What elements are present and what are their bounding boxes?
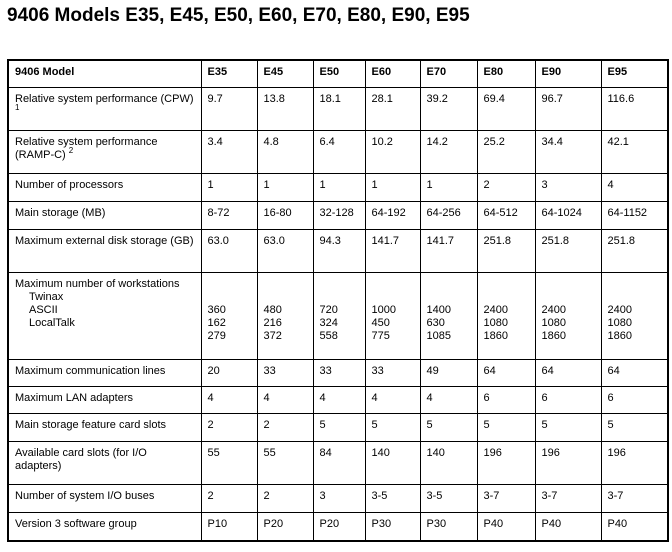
header-model-e60: E60 — [365, 60, 420, 88]
cell-value: 28.1 — [365, 88, 420, 131]
cell-value: 64 — [477, 360, 535, 387]
cell-value: 775 — [371, 330, 390, 342]
cell-value: 6 — [477, 387, 535, 414]
cell-value: 2 — [257, 414, 313, 442]
cell-value: 251.8 — [601, 230, 668, 273]
table-row — [8, 513, 668, 541]
cell-value: 116.6 — [601, 88, 668, 131]
cell-value: 3-7 — [535, 485, 601, 513]
cell-value: 33 — [313, 360, 365, 387]
cell-value: 4 — [420, 387, 477, 414]
header-model-label: 9406 Model — [8, 60, 201, 88]
table-row-workstations — [8, 273, 668, 360]
cell-value: 3-5 — [420, 485, 477, 513]
cell-value: 2 — [201, 485, 257, 513]
cell-value: 558 — [319, 330, 338, 342]
table-row — [8, 442, 668, 485]
header-row — [8, 60, 668, 88]
cell-value: 2 — [201, 414, 257, 442]
cell-value: 141.7 — [365, 230, 420, 273]
row-label — [8, 202, 201, 230]
cell-value: 55 — [257, 442, 313, 485]
header-model-e70: E70 — [420, 60, 477, 88]
cell-value: 196 — [601, 442, 668, 485]
cell-value: 480 — [263, 304, 282, 316]
cell-value: 1 — [201, 174, 257, 202]
header-model-e90: E90 — [535, 60, 601, 88]
cell-value: 140 — [365, 442, 420, 485]
cell-value: 84 — [313, 442, 365, 485]
cell-value: 4 — [365, 387, 420, 414]
cell-value: 64-1024 — [535, 202, 601, 230]
cell-value: 3-7 — [601, 485, 668, 513]
row-label — [8, 174, 201, 202]
row-label-text: Relative system performance (CPW) — [15, 93, 194, 105]
header-model-e95: E95 — [601, 60, 668, 88]
cell-value: 4 — [313, 387, 365, 414]
cell-value: 2400 — [607, 304, 632, 316]
cell-value: 6 — [601, 387, 668, 414]
cell-value: 94.3 — [313, 230, 365, 273]
cell-value: 630 — [426, 317, 445, 329]
row-label — [8, 131, 201, 174]
cell-value: 196 — [535, 442, 601, 485]
cell-value: 1 — [313, 174, 365, 202]
row-label — [8, 485, 201, 513]
cell-value: 42.1 — [601, 131, 668, 174]
cell-value: 49 — [420, 360, 477, 387]
cell-value: P10 — [201, 513, 257, 541]
cell-value: 8-72 — [201, 202, 257, 230]
cell-value: 55 — [201, 442, 257, 485]
row-label — [8, 513, 201, 541]
cell-value: 5 — [365, 414, 420, 442]
cell-value: 4.8 — [257, 131, 313, 174]
cell-value: 33 — [365, 360, 420, 387]
workstation-type-label: Twinax — [29, 291, 64, 303]
cell-value: 1080 — [607, 317, 632, 329]
cell-value-group — [477, 273, 535, 360]
cell-value: 1 — [257, 174, 313, 202]
cell-value: 720 — [319, 304, 338, 316]
cell-value: 450 — [371, 317, 390, 329]
cell-value: 64-256 — [420, 202, 477, 230]
cell-value: 5 — [313, 414, 365, 442]
table-row — [8, 485, 668, 513]
cell-value: 14.2 — [420, 131, 477, 174]
cell-value: 1860 — [483, 330, 508, 342]
cell-value: 4 — [601, 174, 668, 202]
cell-value-group — [365, 273, 420, 360]
cell-value: 372 — [263, 330, 282, 342]
row-label-text: Maximum communication lines — [15, 365, 166, 377]
row-label-text: Maximum number of workstations — [15, 278, 180, 290]
cell-value: P30 — [365, 513, 420, 541]
cell-value: 5 — [601, 414, 668, 442]
cell-value: 63.0 — [201, 230, 257, 273]
cell-value: 196 — [477, 442, 535, 485]
cell-value: 9.7 — [201, 88, 257, 131]
cell-value: 4 — [257, 387, 313, 414]
table-row — [8, 414, 668, 442]
row-label — [8, 273, 201, 360]
cell-value: 2 — [477, 174, 535, 202]
cell-value: 1860 — [541, 330, 566, 342]
row-label-text: Main storage (MB) — [15, 207, 106, 219]
row-label — [8, 230, 201, 273]
cell-value: 1080 — [483, 317, 508, 329]
model-spec-table — [7, 59, 669, 542]
cell-value-group — [257, 273, 313, 360]
row-label — [8, 360, 201, 387]
header-model-e80: E80 — [477, 60, 535, 88]
cell-value: 5 — [477, 414, 535, 442]
cell-value: 1400 — [426, 304, 451, 316]
cell-value: P40 — [601, 513, 668, 541]
cell-value-group — [313, 273, 365, 360]
cell-value: 3-5 — [365, 485, 420, 513]
cell-value: 5 — [535, 414, 601, 442]
cell-value: 360 — [207, 304, 226, 316]
cell-value: 3-7 — [477, 485, 535, 513]
cell-value: 216 — [263, 317, 282, 329]
cell-value: 64 — [535, 360, 601, 387]
cell-value: 3 — [535, 174, 601, 202]
cell-value: 34.4 — [535, 131, 601, 174]
header-model-e45: E45 — [257, 60, 313, 88]
cell-value: 10.2 — [365, 131, 420, 174]
cell-value: 32-128 — [313, 202, 365, 230]
cell-value: 2400 — [541, 304, 566, 316]
cell-value: 1000 — [371, 304, 396, 316]
table-row — [8, 202, 668, 230]
table-body — [8, 88, 668, 541]
cell-value-group — [420, 273, 477, 360]
cell-value: 64-1152 — [601, 202, 668, 230]
row-label-text: Maximum LAN adapters — [15, 392, 133, 404]
cell-value: 162 — [207, 317, 226, 329]
row-label-text: Relative system performance (RAMP-C) — [15, 136, 158, 161]
cell-value: 39.2 — [420, 88, 477, 131]
cell-value: 4 — [201, 387, 257, 414]
cell-value: 3 — [313, 485, 365, 513]
cell-value: 251.8 — [535, 230, 601, 273]
table-row — [8, 387, 668, 414]
cell-value: P30 — [420, 513, 477, 541]
cell-value: 251.8 — [477, 230, 535, 273]
cell-value: 6 — [535, 387, 601, 414]
cell-value: 18.1 — [313, 88, 365, 131]
row-label — [8, 414, 201, 442]
cell-value: 13.8 — [257, 88, 313, 131]
cell-value: 2 — [257, 485, 313, 513]
row-label-text: Number of system I/O buses — [15, 490, 155, 502]
table-row — [8, 230, 668, 273]
cell-value: 140 — [420, 442, 477, 485]
cell-value: 1080 — [541, 317, 566, 329]
footnote-marker: 1 — [15, 103, 20, 112]
table-row — [8, 174, 668, 202]
cell-value: 16-80 — [257, 202, 313, 230]
cell-value: 64-192 — [365, 202, 420, 230]
cell-value: 5 — [420, 414, 477, 442]
row-label-text: Available card slots (for I/O adapters) — [15, 447, 147, 472]
cell-value: 324 — [319, 317, 338, 329]
cell-value-group — [201, 273, 257, 360]
cell-value: 1 — [420, 174, 477, 202]
cell-value: 25.2 — [477, 131, 535, 174]
row-label-text: Maximum external disk storage (GB) — [15, 235, 194, 247]
cell-value: 64-512 — [477, 202, 535, 230]
cell-value: P20 — [257, 513, 313, 541]
cell-value: 1860 — [607, 330, 632, 342]
workstation-type-label: ASCII — [29, 304, 58, 316]
row-label-text: Number of processors — [15, 179, 124, 191]
cell-value: 63.0 — [257, 230, 313, 273]
table-row — [8, 88, 668, 131]
page-title: 9406 Models E35, E45, E50, E60, E70, E80, E90, E95 — [7, 5, 470, 26]
workstation-type-label: LocalTalk — [29, 317, 75, 329]
cell-value: 141.7 — [420, 230, 477, 273]
cell-value: 2400 — [483, 304, 508, 316]
header-model-e50: E50 — [313, 60, 365, 88]
cell-value: P40 — [477, 513, 535, 541]
footnote-marker: 2 — [68, 146, 74, 155]
cell-value: 279 — [207, 330, 226, 342]
cell-value: 20 — [201, 360, 257, 387]
cell-value: 6.4 — [313, 131, 365, 174]
row-label — [8, 442, 201, 485]
cell-value: 33 — [257, 360, 313, 387]
cell-value: 1 — [365, 174, 420, 202]
cell-value: P40 — [535, 513, 601, 541]
cell-value: P20 — [313, 513, 365, 541]
table-row — [8, 360, 668, 387]
row-label — [8, 387, 201, 414]
row-label-text: Main storage feature card slots — [15, 419, 167, 431]
cell-value: 69.4 — [477, 88, 535, 131]
header-model-e35: E35 — [201, 60, 257, 88]
row-label-text: Version 3 software group — [15, 518, 137, 530]
row-label — [8, 88, 201, 131]
cell-value: 96.7 — [535, 88, 601, 131]
cell-value: 64 — [601, 360, 668, 387]
cell-value: 3.4 — [201, 131, 257, 174]
cell-value: 1085 — [426, 330, 451, 342]
cell-value-group — [535, 273, 601, 360]
cell-value-group — [601, 273, 668, 360]
table-row — [8, 131, 668, 174]
